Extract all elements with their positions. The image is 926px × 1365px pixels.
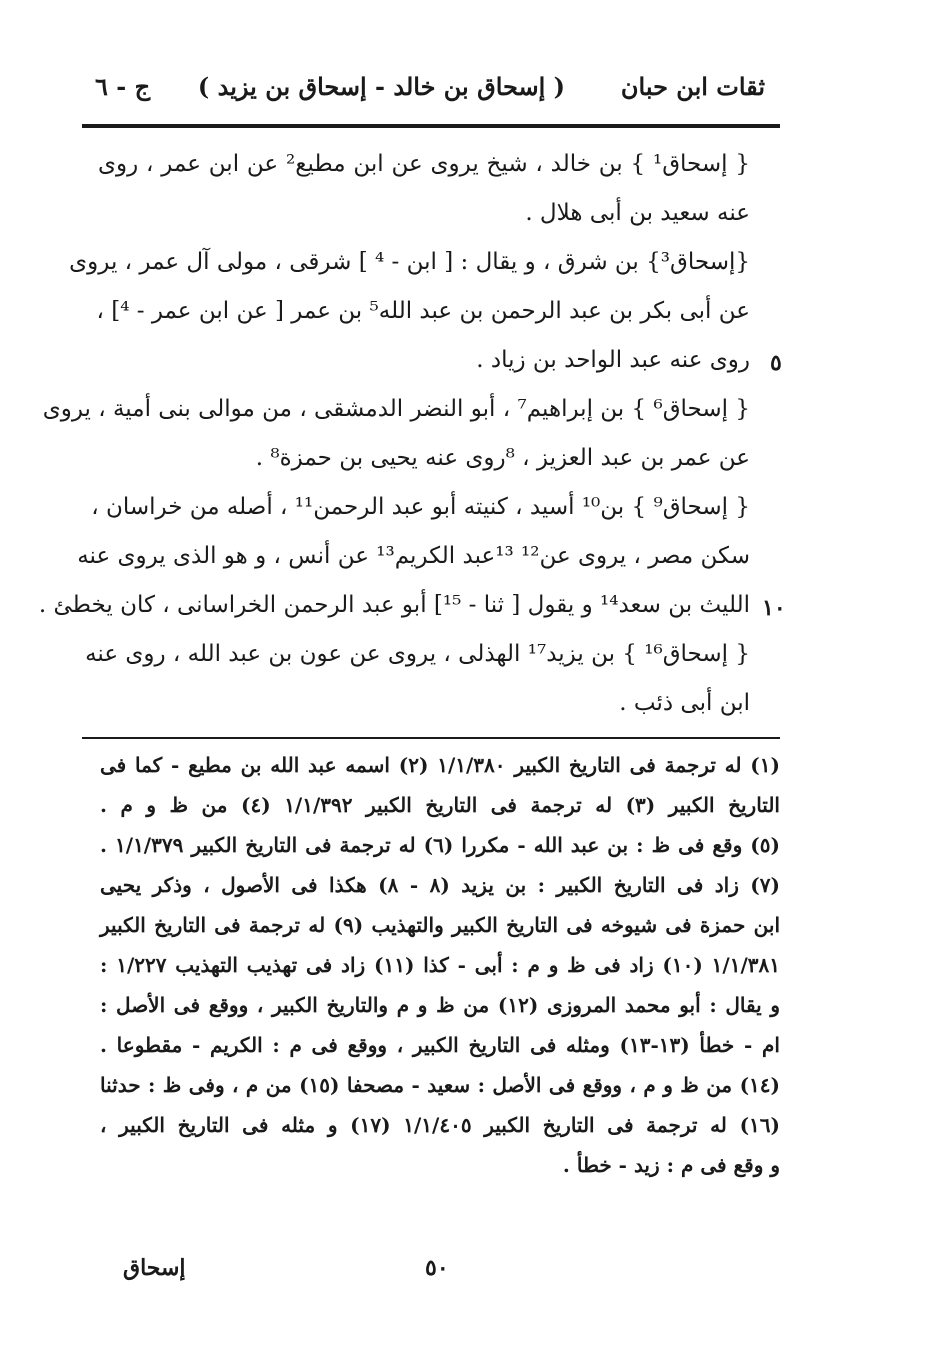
text-line: عن عمر بن عبد العزيز ، ⁸روى عنه يحيى بن حمزة⁸ .: [255, 445, 750, 471]
line-number-10: ١٠: [762, 595, 786, 621]
text-line: { إسحاق¹ } بن خالد ، شيخ يروى عن ابن مطيع² عن ابن عمر ، روى: [98, 151, 751, 177]
text-line: روى عنه عبد الواحد بن زياد .: [476, 347, 750, 373]
footnote-line: ابن حمزة فى شيوخه فى التاريخ الكبير والتهذيب (٩) له ترجمة فى التاريخ الكبير: [100, 913, 780, 937]
footnote-line: (١) له ترجمة فى التاريخ الكبير ١/١/٣٨٠ (٢) اسمه عبد الله بن مطيع - كما فى: [100, 753, 780, 777]
header-rule: [82, 124, 780, 128]
footnote-line: و وقع فى م : زيد - خطأ .: [562, 1153, 780, 1177]
line-number-5: ٥: [770, 350, 782, 376]
footnote-line: (٥) وقع فى ظ : بن عبد الله - مكررا (٦) له ترجمة فى التاريخ الكبير ١/١/٣٧٩ .: [100, 833, 780, 857]
footnote-line: و يقال : أبو محمد المروزى (١٢) من ظ و م والتاريخ الكبير ، ووقع فى الأصل :: [100, 993, 780, 1017]
text-line: { إسحاق¹⁶ } بن يزيد¹⁷ الهذلى ، يروى عن عون بن عبد الله ، روى عنه: [85, 641, 750, 667]
footnote-line: ام - خطأ (١٣-١٣) ومثله فى التاريخ الكبير ، ووقع فى م : الكريم - مقطوعا .: [100, 1033, 780, 1057]
footnote-line: (٧) زاد فى التاريخ الكبير : بن يزيد (٨ - ٨) هكذا فى الأصول ، وذكر يحيى: [100, 873, 780, 897]
text-line: سكن مصر ، يروى عن¹² ¹³عبد الكريم¹³ عن أنس ، و هو الذى يروى عنه: [77, 543, 750, 569]
catchword: إسحاق: [123, 1255, 186, 1281]
text-line: { إسحاق⁹ } بن¹⁰ أسيد ، كنيته أبو عبد الرحمن¹¹ ، أصله من خراسان ،: [91, 494, 750, 520]
text-line: عن أبى بكر بن عبد الرحمن بن عبد الله⁵ بن عمر [ عن ابن عمر - ⁴] ،: [96, 298, 750, 324]
text-line: { إسحاق⁶ } بن إبراهيم⁷ ، أبو النضر الدمشقى ، من موالى بنى أمية ، يروى: [42, 396, 750, 422]
footnote-line: (١٤) من ظ و م ، ووقع فى الأصل : سعيد - مصحفا (١٥) من م ، وفى ظ : حدثنا: [100, 1073, 780, 1097]
footnote-line: ١/١/٣٨١ (١٠) زاد فى ظ و م : أبى - كذا (١١) زاد فى تهذيب التهذيب ١/٢٢٧ :: [100, 953, 780, 977]
volume-label: ج - ٦: [95, 72, 151, 101]
text-line: ابن أبى ذئب .: [619, 690, 750, 716]
text-line: {إسحاق³} بن شرق ، و يقال : [ ابن - ⁴ ] شرقى ، مولى آل عمر ، يروى: [69, 249, 750, 275]
footnotes: [100, 745, 780, 1185]
book-title: ثقات ابن حبان: [620, 72, 765, 101]
text-line: الليث بن سعد¹⁴ و يقول [ ثنا - ¹⁵] أبو عبد الرحمن الخراسانى ، كان يخطئ .: [38, 592, 750, 618]
text-line: عنه سعيد بن أبى هلال .: [525, 200, 750, 226]
page-footer: [95, 1255, 775, 1295]
footnote-line: (١٦) له ترجمة فى التاريخ الكبير ١/١/٤٠٥ (١٧) و مثله فى التاريخ الكبير ،: [100, 1113, 780, 1137]
entry-range: ( إسحاق بن خالد - إسحاق بن يزيد ): [197, 72, 565, 101]
page-number: ٥٠: [425, 1255, 449, 1281]
footnote-rule: [82, 737, 780, 739]
footnote-line: التاريخ الكبير (٣) له ترجمة فى التاريخ الكبير ١/١/٣٩٢ (٤) من ظ و م .: [100, 793, 780, 817]
main-text: [38, 140, 751, 728]
running-header: [95, 72, 765, 112]
